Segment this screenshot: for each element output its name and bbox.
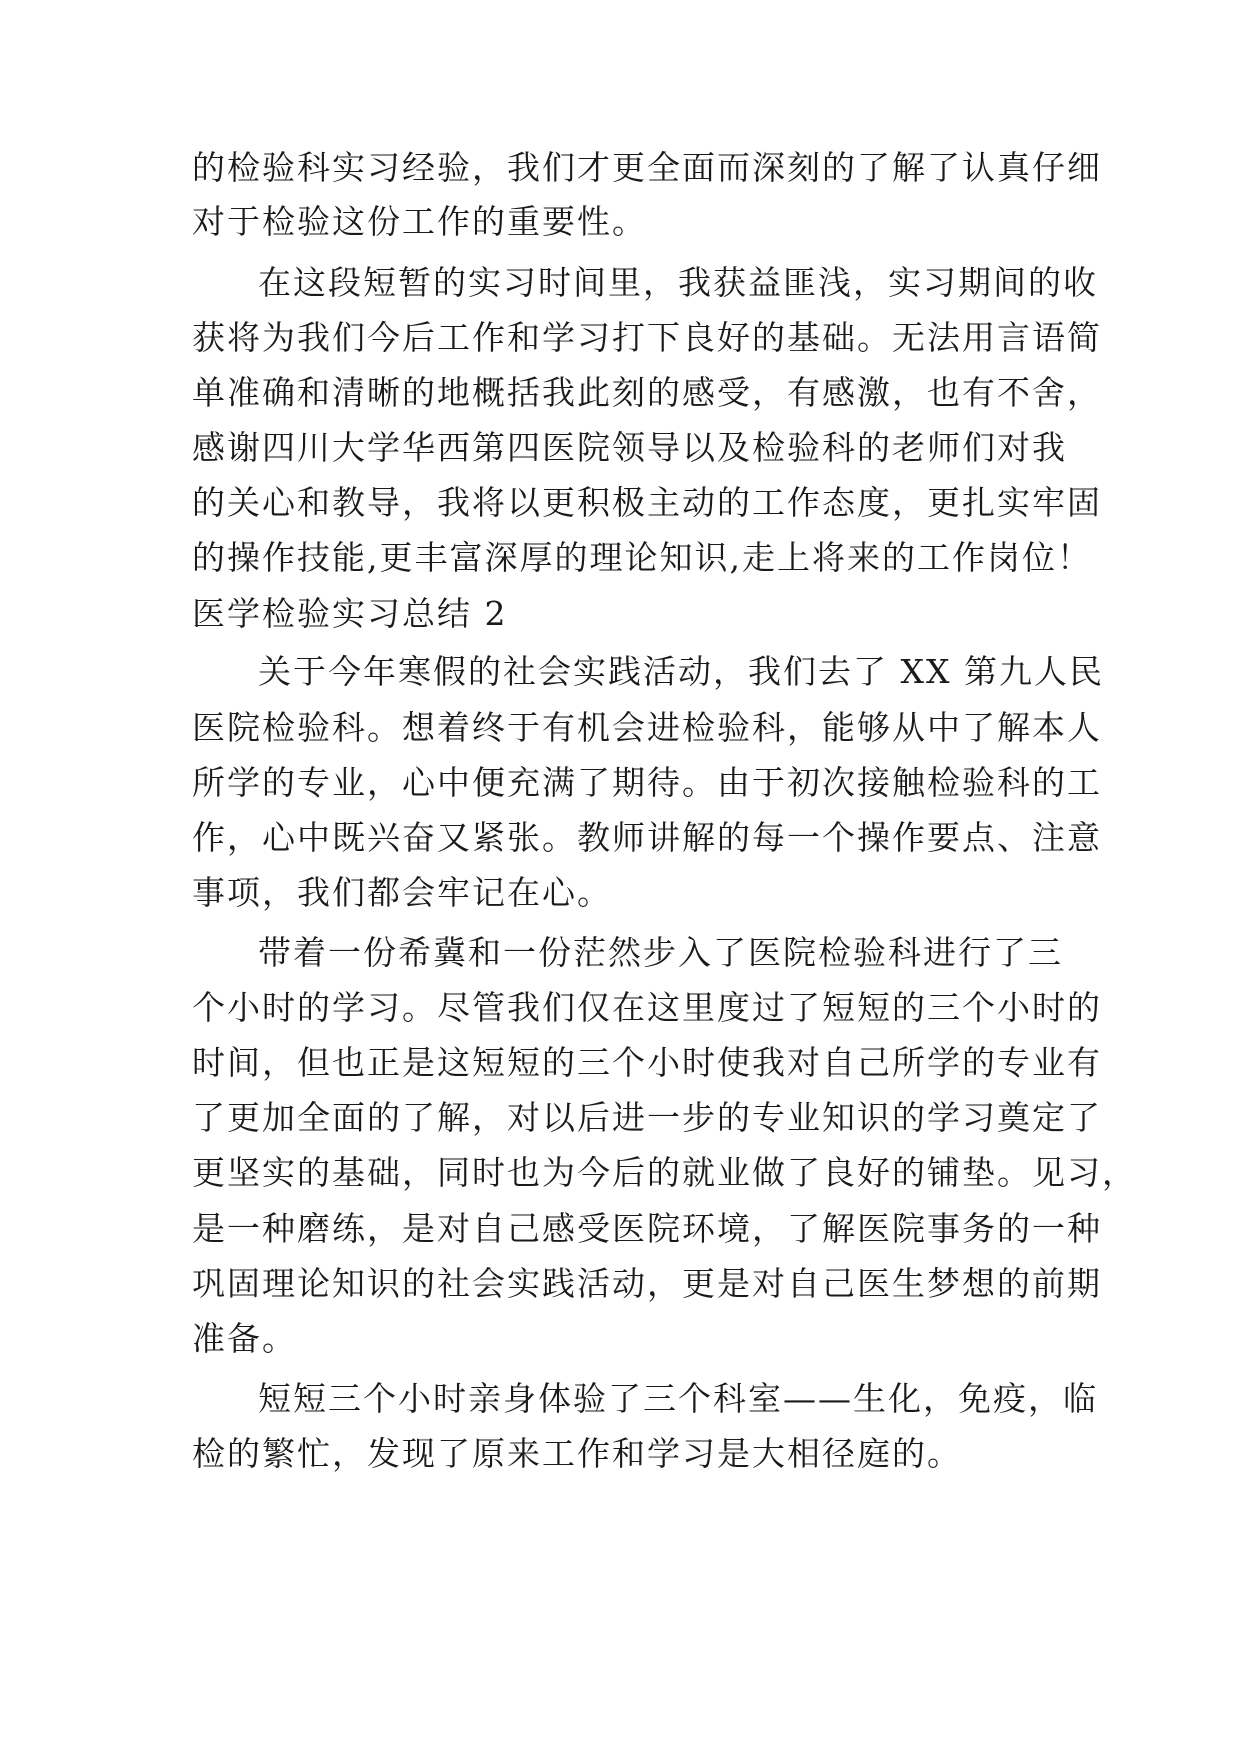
text-line: 了更加全面的了解，对以后进一步的专业知识的学习奠定了 [192, 1098, 1102, 1137]
text-line: 更坚实的基础，同时也为今后的就业做了良好的铺垫。见习， [192, 1153, 1137, 1192]
text-line: 对于检验这份工作的重要性。 [192, 202, 647, 241]
text-line: 关于今年寒假的社会实践活动，我们去了 XX 第九人民 [258, 652, 1104, 691]
text-line: 感谢四川大学华西第四医院领导以及检验科的老师们对我 [192, 428, 1067, 467]
text-line: 短短三个小时亲身体验了三个科室——生化，免疫，临 [258, 1379, 1098, 1418]
text-line: 准备。 [192, 1319, 297, 1358]
text-line: 在这段短暂的实习时间里，我获益匪浅，实习期间的收 [258, 263, 1098, 302]
text-line: 带着一份希冀和一份茫然步入了医院检验科进行了三 [258, 933, 1063, 972]
text-line: 是一种磨练，是对自己感受医院环境，了解医院事务的一种 [192, 1209, 1102, 1248]
text-line: 获将为我们今后工作和学习打下良好的基础。无法用言语简 [192, 318, 1102, 357]
text-line: 单准确和清晰的地概括我此刻的感受，有感激，也有不舍， [192, 373, 1102, 412]
text-line: 巩固理论知识的社会实践活动，更是对自己医生梦想的前期 [192, 1264, 1102, 1303]
text-line: 的关心和教导，我将以更积极主动的工作态度，更扎实牢固 [192, 483, 1102, 522]
text-line: 所学的专业，心中便充满了期待。由于初次接触检验科的工 [192, 763, 1102, 802]
text-line: 事项，我们都会牢记在心。 [192, 873, 612, 912]
text-line: 的检验科实习经验，我们才更全面而深刻的了解了认真仔细 [192, 148, 1102, 187]
text-line: 医院检验科。想着终于有机会进检验科，能够从中了解本人 [192, 708, 1102, 747]
section-heading: 医学检验实习总结 2 [192, 594, 508, 633]
text-line: 时间，但也正是这短短的三个小时使我对自己所学的专业有 [192, 1043, 1102, 1082]
text-line: 检的繁忙，发现了原来工作和学习是大相径庭的。 [192, 1434, 962, 1473]
text-line: 的操作技能,更丰富深厚的理论知识,走上将来的工作岗位！ [192, 538, 1092, 577]
text-line: 个小时的学习。尽管我们仅在这里度过了短短的三个小时的 [192, 988, 1102, 1027]
text-line: 作，心中既兴奋又紧张。教师讲解的每一个操作要点、注意 [192, 818, 1102, 857]
